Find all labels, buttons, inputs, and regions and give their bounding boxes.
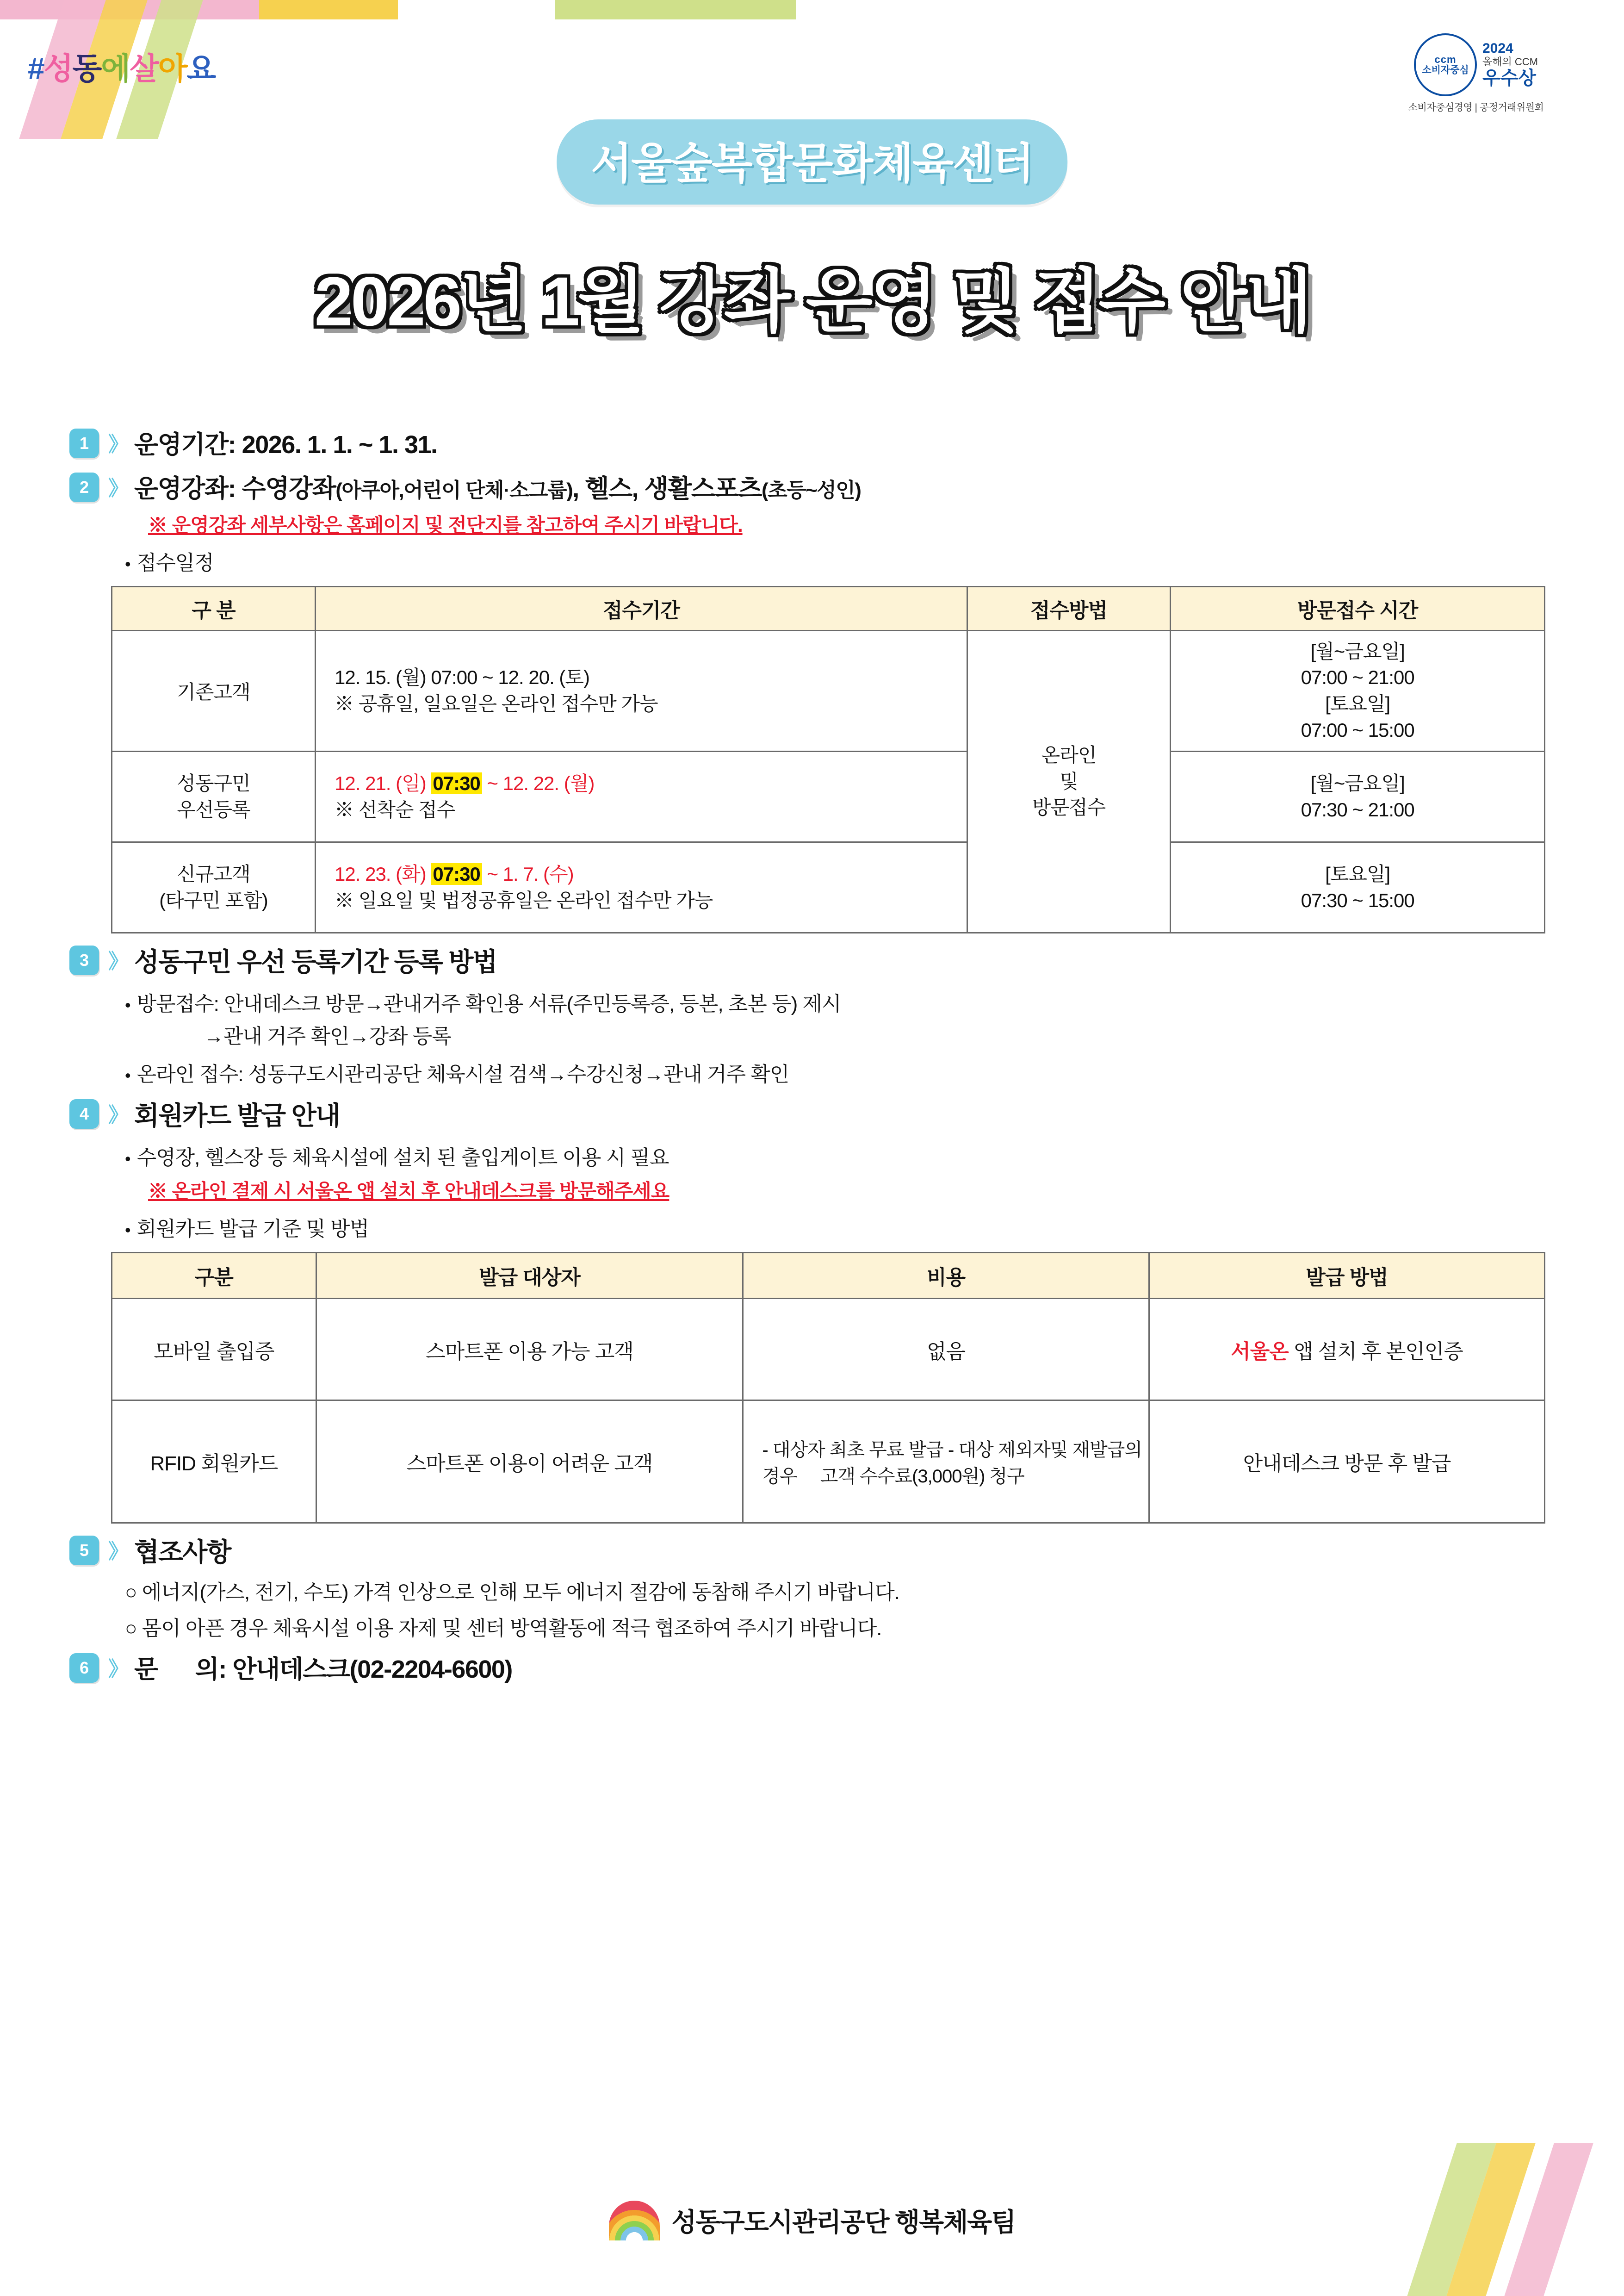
row2-period-line2: ※ 선착순 접수 — [335, 798, 455, 821]
row1-visit-hours — [1171, 631, 1545, 752]
row2-visit-hours — [1171, 752, 1545, 842]
row2-period-post: ~ 12. 22. (월) — [482, 772, 595, 794]
section-number-5: 5 — [69, 1536, 99, 1565]
priority-online-text: 온라인 접수: 성동구도시관리공단 체육시설 검색→수강신청→관내 거주 확인 — [136, 1063, 789, 1086]
card-row2-method — [1149, 1400, 1544, 1523]
col-method: 접수방법 — [967, 587, 1171, 631]
table-row — [112, 752, 1545, 842]
decor-top-bar-white — [398, 0, 555, 19]
table-header-row — [112, 587, 1545, 631]
card-col-target: 발급 대상자 — [316, 1253, 743, 1299]
row1-visit-line3: [토요일] — [1325, 693, 1390, 715]
ccm-logo-circle — [1414, 33, 1477, 96]
card-row1-type — [112, 1299, 316, 1400]
section-priority-registration — [69, 942, 1564, 979]
courses-value-paren1: (아쿠아,어린이 단체·소그룹) — [335, 479, 573, 502]
decor-top-bar-yellow — [259, 0, 398, 19]
chevron-right-icon-6: 》 — [108, 1658, 125, 1680]
decor-top-bar-green — [555, 0, 796, 19]
section-number-1: 1 — [69, 429, 99, 458]
rainbow-logo-icon — [609, 2201, 660, 2240]
membership-card-bullet-2-text: 회원카드 발급 기준 및 방법 — [136, 1218, 369, 1240]
row3-period-highlight: 07:30 — [431, 863, 482, 885]
contact-value: 안내데스크(02-2204-6600) — [232, 1655, 512, 1683]
cooperation-line-1: ○ 에너지(가스, 전기, 수도) 가격 인상으로 인해 모두 에너지 절감에 동참해 주시기 바랍니다. — [125, 1581, 899, 1604]
card-col-cost: 비용 — [743, 1253, 1149, 1299]
operating-period-value: 2026. 1. 1. ~ 1. 31. — [242, 431, 437, 459]
row1-period-line1: 12. 15. (월) 07:00 ~ 12. 20. (토) — [335, 666, 589, 689]
card-row2-target: 스마트폰 이용이 어려운 고객 — [316, 1400, 743, 1523]
card-row1-method-brand: 서울온 — [1231, 1340, 1289, 1363]
chevron-right-icon-4: 》 — [108, 1104, 125, 1126]
section-contact — [69, 1649, 1564, 1685]
card-row1-cost: 없음 — [743, 1299, 1149, 1400]
card-row2-type — [112, 1400, 316, 1523]
card-row2-type-line1: RFID — [150, 1452, 196, 1475]
priority-online-bullet: • 온라인 접수: 성동구도시관리공단 체육시설 검색→수강신청→관내 거주 확인 — [125, 1063, 789, 1086]
row2-division-line1: 성동구민 — [177, 772, 250, 794]
section-operating-period — [69, 425, 1564, 460]
row2-period-line1 — [335, 771, 962, 797]
card-row2-type-line2: 회원카드 — [201, 1452, 278, 1475]
row2-division-line2: 우선등록 — [177, 798, 250, 821]
table-row — [112, 631, 1545, 752]
ccm-logo-korean: 소비자중심 — [1422, 64, 1469, 75]
membership-card-bullet-1-text: 수영장, 헬스장 등 체육시설에 설치 된 출입게이트 이용 시 필요 — [136, 1146, 669, 1169]
card-row2-cost-line2: - 대상 제외자및 재발급의 경우 — [762, 1440, 1142, 1487]
courses-value-main: 수영강좌 — [242, 475, 336, 503]
ccm-award-badge — [1379, 33, 1573, 114]
row3-division-line1: 신규고객 — [177, 863, 250, 885]
row1-division: 기존고객 — [112, 631, 316, 752]
operating-period-label: 운영기간: — [134, 431, 236, 459]
col-visit-hours: 방문접수 시간 — [1171, 587, 1545, 631]
row2-period — [316, 752, 967, 842]
priority-visit-bullet: • 방문접수: 안내데스크 방문→관내거주 확인용 서류(주민등록증, 등본, 초본 등) 제시 — [125, 993, 841, 1015]
courses-label: 운영강좌: — [134, 475, 236, 503]
ccm-label-top: 올해의 CCM — [1482, 56, 1538, 68]
table-row — [112, 1299, 1545, 1400]
operating-period-line — [134, 425, 437, 460]
row2-period-pre: 12. 21. (일) — [335, 772, 431, 794]
row3-period-line2: ※ 일요일 및 법정공휴일은 온라인 접수만 가능 — [335, 889, 713, 911]
membership-card-bullet-1: • 수영장, 헬스장 등 체육시설에 설치 된 출입게이트 이용 시 필요 — [125, 1146, 669, 1169]
card-row2-method-line1: 안내데스크 — [1243, 1452, 1339, 1475]
row3-period-post: ~ 1. 7. (수) — [482, 863, 574, 885]
chevron-right-icon-5: 》 — [108, 1540, 125, 1563]
row1-visit-line1: [월~금요일] — [1310, 640, 1405, 662]
card-col-method: 발급 방법 — [1149, 1253, 1544, 1299]
card-row2-cost-line1: - 대상자 최초 무료 발급 — [762, 1440, 943, 1460]
row2-division — [112, 752, 316, 842]
courses-value-paren2: (초등~성인) — [761, 479, 861, 502]
courses-value-mid: , 헬스, 생활스포츠 — [572, 475, 762, 503]
method-line1: 온라인 — [1041, 744, 1097, 766]
row3-period-line1 — [335, 861, 962, 888]
table-row — [112, 1400, 1545, 1523]
card-row1-method — [1149, 1299, 1544, 1400]
row3-visit-hours — [1171, 842, 1545, 933]
ccm-label-main: 우수상 — [1482, 68, 1536, 88]
card-row1-method-rest: 앱 설치 후 — [1288, 1340, 1381, 1363]
chevron-right-icon-3: 》 — [108, 950, 125, 973]
priority-visit-text: 방문접수: 안내데스크 방문→관내거주 확인용 서류(주민등록증, 등본, 초본 등) 제시 — [136, 993, 841, 1015]
section-courses — [69, 469, 1564, 504]
row2-period-highlight: 07:30 — [431, 772, 482, 794]
ccm-footer-text: 소비자중심경영 | 공정거래위원회 — [1408, 102, 1544, 113]
row3-period-pre: 12. 23. (화) — [335, 863, 431, 885]
membership-card-table — [111, 1252, 1545, 1524]
membership-card-bullet-2: • 회원카드 발급 기준 및 방법 — [125, 1218, 369, 1240]
row1-visit-line2: 07:00 ~ 21:00 — [1301, 666, 1414, 689]
row3-period — [316, 842, 967, 933]
section-number-3: 3 — [69, 946, 99, 975]
method-line2: 및 — [1060, 770, 1078, 792]
priority-visit-bullet-cont: →관내 거주 확인→강좌 등록 — [204, 1025, 451, 1048]
row2-visit-line1: [월~금요일] — [1310, 772, 1405, 794]
membership-card-heading: 회원카드 발급 안내 — [134, 1101, 340, 1130]
registration-schedule-table — [111, 586, 1545, 933]
card-row2-method-line2: 방문 후 발급 — [1344, 1452, 1451, 1475]
ccm-logo-abbr: ccm — [1434, 54, 1457, 66]
row2-visit-line2: 07:30 ~ 21:00 — [1301, 798, 1414, 821]
registration-schedule-bullet: • 접수일정 — [125, 552, 214, 574]
courses-note: ※ 운영강좌 세부사항은 홈페이지 및 전단지를 참고하여 주시기 바랍니다. — [148, 514, 743, 536]
row3-division — [112, 842, 316, 933]
card-row2-cost — [743, 1400, 1149, 1523]
card-row1-target: 스마트폰 이용 가능 고객 — [316, 1299, 743, 1400]
card-row1-type-line2: 출입증 — [216, 1340, 274, 1363]
chevron-right-icon-1: 》 — [108, 433, 125, 456]
method-cell — [967, 631, 1171, 933]
center-name-pill — [557, 119, 1067, 205]
section-number-4: 4 — [69, 1099, 99, 1129]
col-division: 구 분 — [112, 587, 316, 631]
table-header-row — [112, 1253, 1545, 1299]
chevron-right-icon-2: 》 — [108, 477, 125, 500]
method-line3: 방문접수 — [1032, 796, 1106, 819]
card-col-type: 구분 — [112, 1253, 316, 1299]
row3-division-line2: (타구민 포함) — [159, 889, 268, 911]
courses-line — [134, 469, 861, 504]
card-row1-type-line1: 모바일 — [154, 1340, 211, 1363]
contact-line — [134, 1649, 512, 1685]
row1-period-line2: ※ 공휴일, 일요일은 온라인 접수만 가능 — [335, 693, 658, 715]
section-number-2: 2 — [69, 473, 99, 502]
card-row1-method-line2: 본인인증 — [1386, 1340, 1463, 1363]
cooperation-line-2: ○ 몸이 아픈 경우 체육시설 이용 자제 및 센터 방역활동에 적극 협조하여 주시기 바랍니다. — [125, 1617, 882, 1640]
row3-visit-line2: 07:30 ~ 15:00 — [1301, 889, 1414, 911]
contact-label: 문 의: — [134, 1655, 226, 1683]
table-row — [112, 842, 1545, 933]
card-row2-cost-line3: 고객 수수료(3,000원) 청구 — [820, 1466, 1024, 1487]
priority-registration-heading: 성동구민 우선 등록기간 등록 방법 — [134, 947, 497, 977]
page-title: 2026년 1월 강좌 운영 및 접수 안내 — [314, 262, 1310, 340]
center-name-text: 서울숲복합문화체육센터 — [591, 140, 1033, 187]
section-membership-card — [69, 1095, 1564, 1132]
brand-hashtag: #성동에살아요 — [28, 51, 216, 86]
decor-top-bar-white-2 — [796, 0, 1624, 19]
col-period: 접수기간 — [316, 587, 967, 631]
footer-organization — [0, 2201, 1624, 2240]
registration-schedule-label: 접수일정 — [136, 552, 214, 574]
poster-body — [69, 417, 1564, 1685]
row1-period — [316, 631, 967, 752]
card-row1-method-line1 — [1231, 1340, 1381, 1363]
cooperation-heading: 협조사항 — [134, 1537, 231, 1567]
ccm-year: 2024 — [1482, 41, 1513, 56]
membership-card-note: ※ 온라인 결제 시 서울온 앱 설치 후 안내데스크를 방문해주세요 — [148, 1180, 669, 1202]
row1-visit-line4: 07:00 ~ 15:00 — [1301, 719, 1414, 741]
section-number-6: 6 — [69, 1653, 99, 1683]
footer-org-name: 성동구도시관리공단 행복체육팀 — [671, 2208, 1016, 2237]
row3-visit-line1: [토요일] — [1325, 863, 1390, 885]
section-cooperation — [69, 1532, 1564, 1569]
